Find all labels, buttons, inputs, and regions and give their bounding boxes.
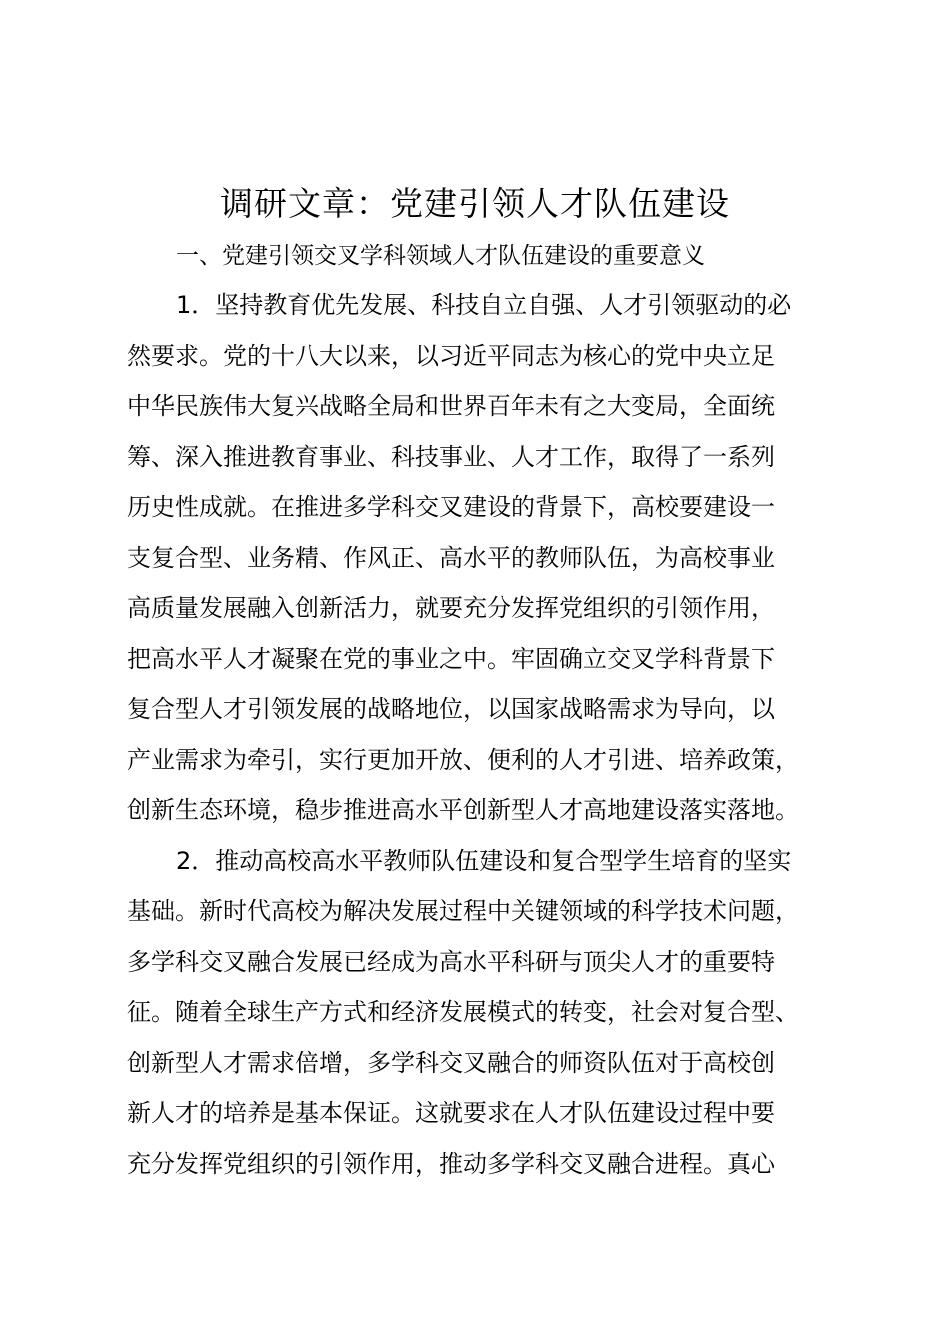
paragraph-line: 创新型人才需求倍增，多学科交叉融合的师资队伍对于高校创 bbox=[127, 1048, 775, 1077]
paragraph-line: 把高水平人才凝聚在党的事业之中。牢固确立交叉学科背景下 bbox=[127, 644, 775, 673]
paragraph-line: 多学科交叉融合发展已经成为高水平科研与顶尖人才的重要特 bbox=[127, 947, 775, 976]
paragraph-line: 征。随着全球生产方式和经济发展模式的转变，社会对复合型、 bbox=[127, 998, 799, 1026]
paragraph-line: 新人才的培养是基本保证。这就要求在人才队伍建设过程中要 bbox=[127, 1099, 775, 1127]
paragraph-line: 历史性成就。在推进多学科交叉建设的背景下，高校要建设一 bbox=[127, 493, 775, 521]
paragraph-line: 中华民族伟大复兴战略全局和世界百年未有之大变局，全面统 bbox=[127, 392, 775, 420]
paragraph-line: 支复合型、业务精、作风正、高水平的教师队伍，为高校事业 bbox=[127, 543, 775, 572]
section-heading: 一、党建引领交叉学科领域人才队伍建设的重要意义 bbox=[176, 243, 705, 269]
paragraph-line: 创新生态环境，稳步推进高水平创新型人才高地建设落实落地。 bbox=[127, 796, 799, 824]
paragraph-line: 2．推动高校高水平教师队伍建设和复合型学生培育的坚实 bbox=[176, 846, 792, 875]
paragraph-line: 高质量发展融入创新活力，就要充分发挥党组织的引领作用， bbox=[127, 594, 775, 622]
paragraph-line: 产业需求为牵引，实行更加开放、便利的人才引进、培养政策， bbox=[127, 745, 799, 774]
paragraph-line: 充分发挥党组织的引领作用，推动多学科交叉融合进程。真心 bbox=[127, 1149, 775, 1178]
paragraph-line: 然要求。党的十八大以来，以习近平同志为核心的党中央立足 bbox=[127, 341, 775, 370]
document-body bbox=[127, 280, 847, 1189]
document-title: 调研文章：党建引领人才队伍建设 bbox=[220, 184, 730, 223]
paragraph-line: 筹、深入推进教育事业、科技事业、人才工作，取得了一系列 bbox=[127, 442, 775, 471]
paragraph-line: 复合型人才引领发展的战略地位，以国家战略需求为导向，以 bbox=[127, 695, 775, 723]
paragraph-line: 1．坚持教育优先发展、科技自立自强、人才引领驱动的必 bbox=[176, 291, 792, 319]
paragraph-line: 基础。新时代高校为解决发展过程中关键领域的科学技术问题， bbox=[127, 897, 799, 925]
